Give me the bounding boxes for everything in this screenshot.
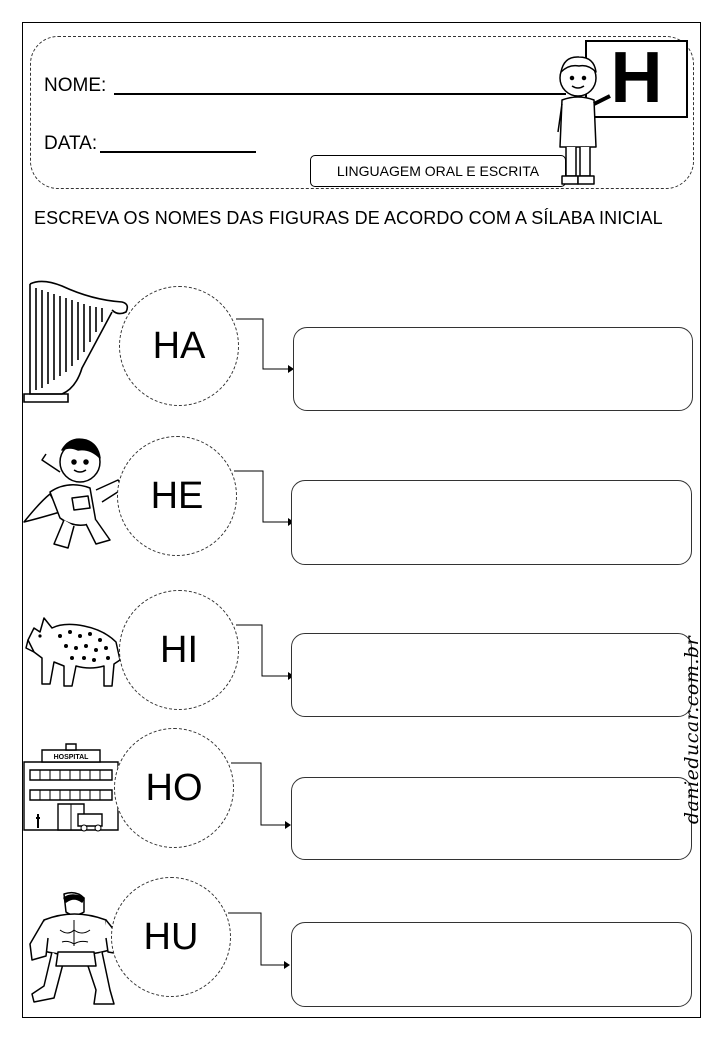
answer-box[interactable] (291, 922, 692, 1007)
watermark (676, 630, 708, 830)
answer-box[interactable] (291, 633, 692, 717)
connector-arrow (236, 624, 298, 680)
board-letter: H (610, 38, 663, 118)
teacher-boy-icon (552, 52, 612, 188)
connector-arrow (236, 318, 296, 372)
date-label: DATA: (44, 133, 98, 154)
syllable-circle: HA (119, 286, 239, 406)
name-line[interactable] (114, 93, 566, 95)
watermark-text: danieducar.com.br (681, 635, 703, 825)
date-line[interactable] (100, 151, 256, 153)
answer-box[interactable] (291, 777, 692, 860)
superhero-icon (20, 432, 130, 552)
hyena-icon (24, 604, 124, 690)
hospital-sign: HOSPITAL (53, 754, 89, 761)
answer-box[interactable] (291, 480, 692, 565)
name-label: NOME: (44, 75, 107, 96)
hospital-icon (22, 742, 122, 834)
harp-icon (22, 276, 132, 406)
syllable-circle: HI (119, 590, 239, 710)
syllable-circle: HO (114, 728, 234, 848)
syllable-circle: HU (111, 877, 231, 997)
connector-arrow (228, 912, 296, 970)
subject-box: LINGUAGEM ORAL E ESCRITA (310, 155, 566, 187)
connector-arrow (234, 470, 296, 526)
instruction-text: ESCREVA OS NOMES DAS FIGURAS DE ACORDO COM A SÍLABA INICIAL (34, 208, 663, 228)
answer-box[interactable] (293, 327, 693, 411)
connector-arrow (231, 762, 295, 828)
syllable-circle: HE (117, 436, 237, 556)
